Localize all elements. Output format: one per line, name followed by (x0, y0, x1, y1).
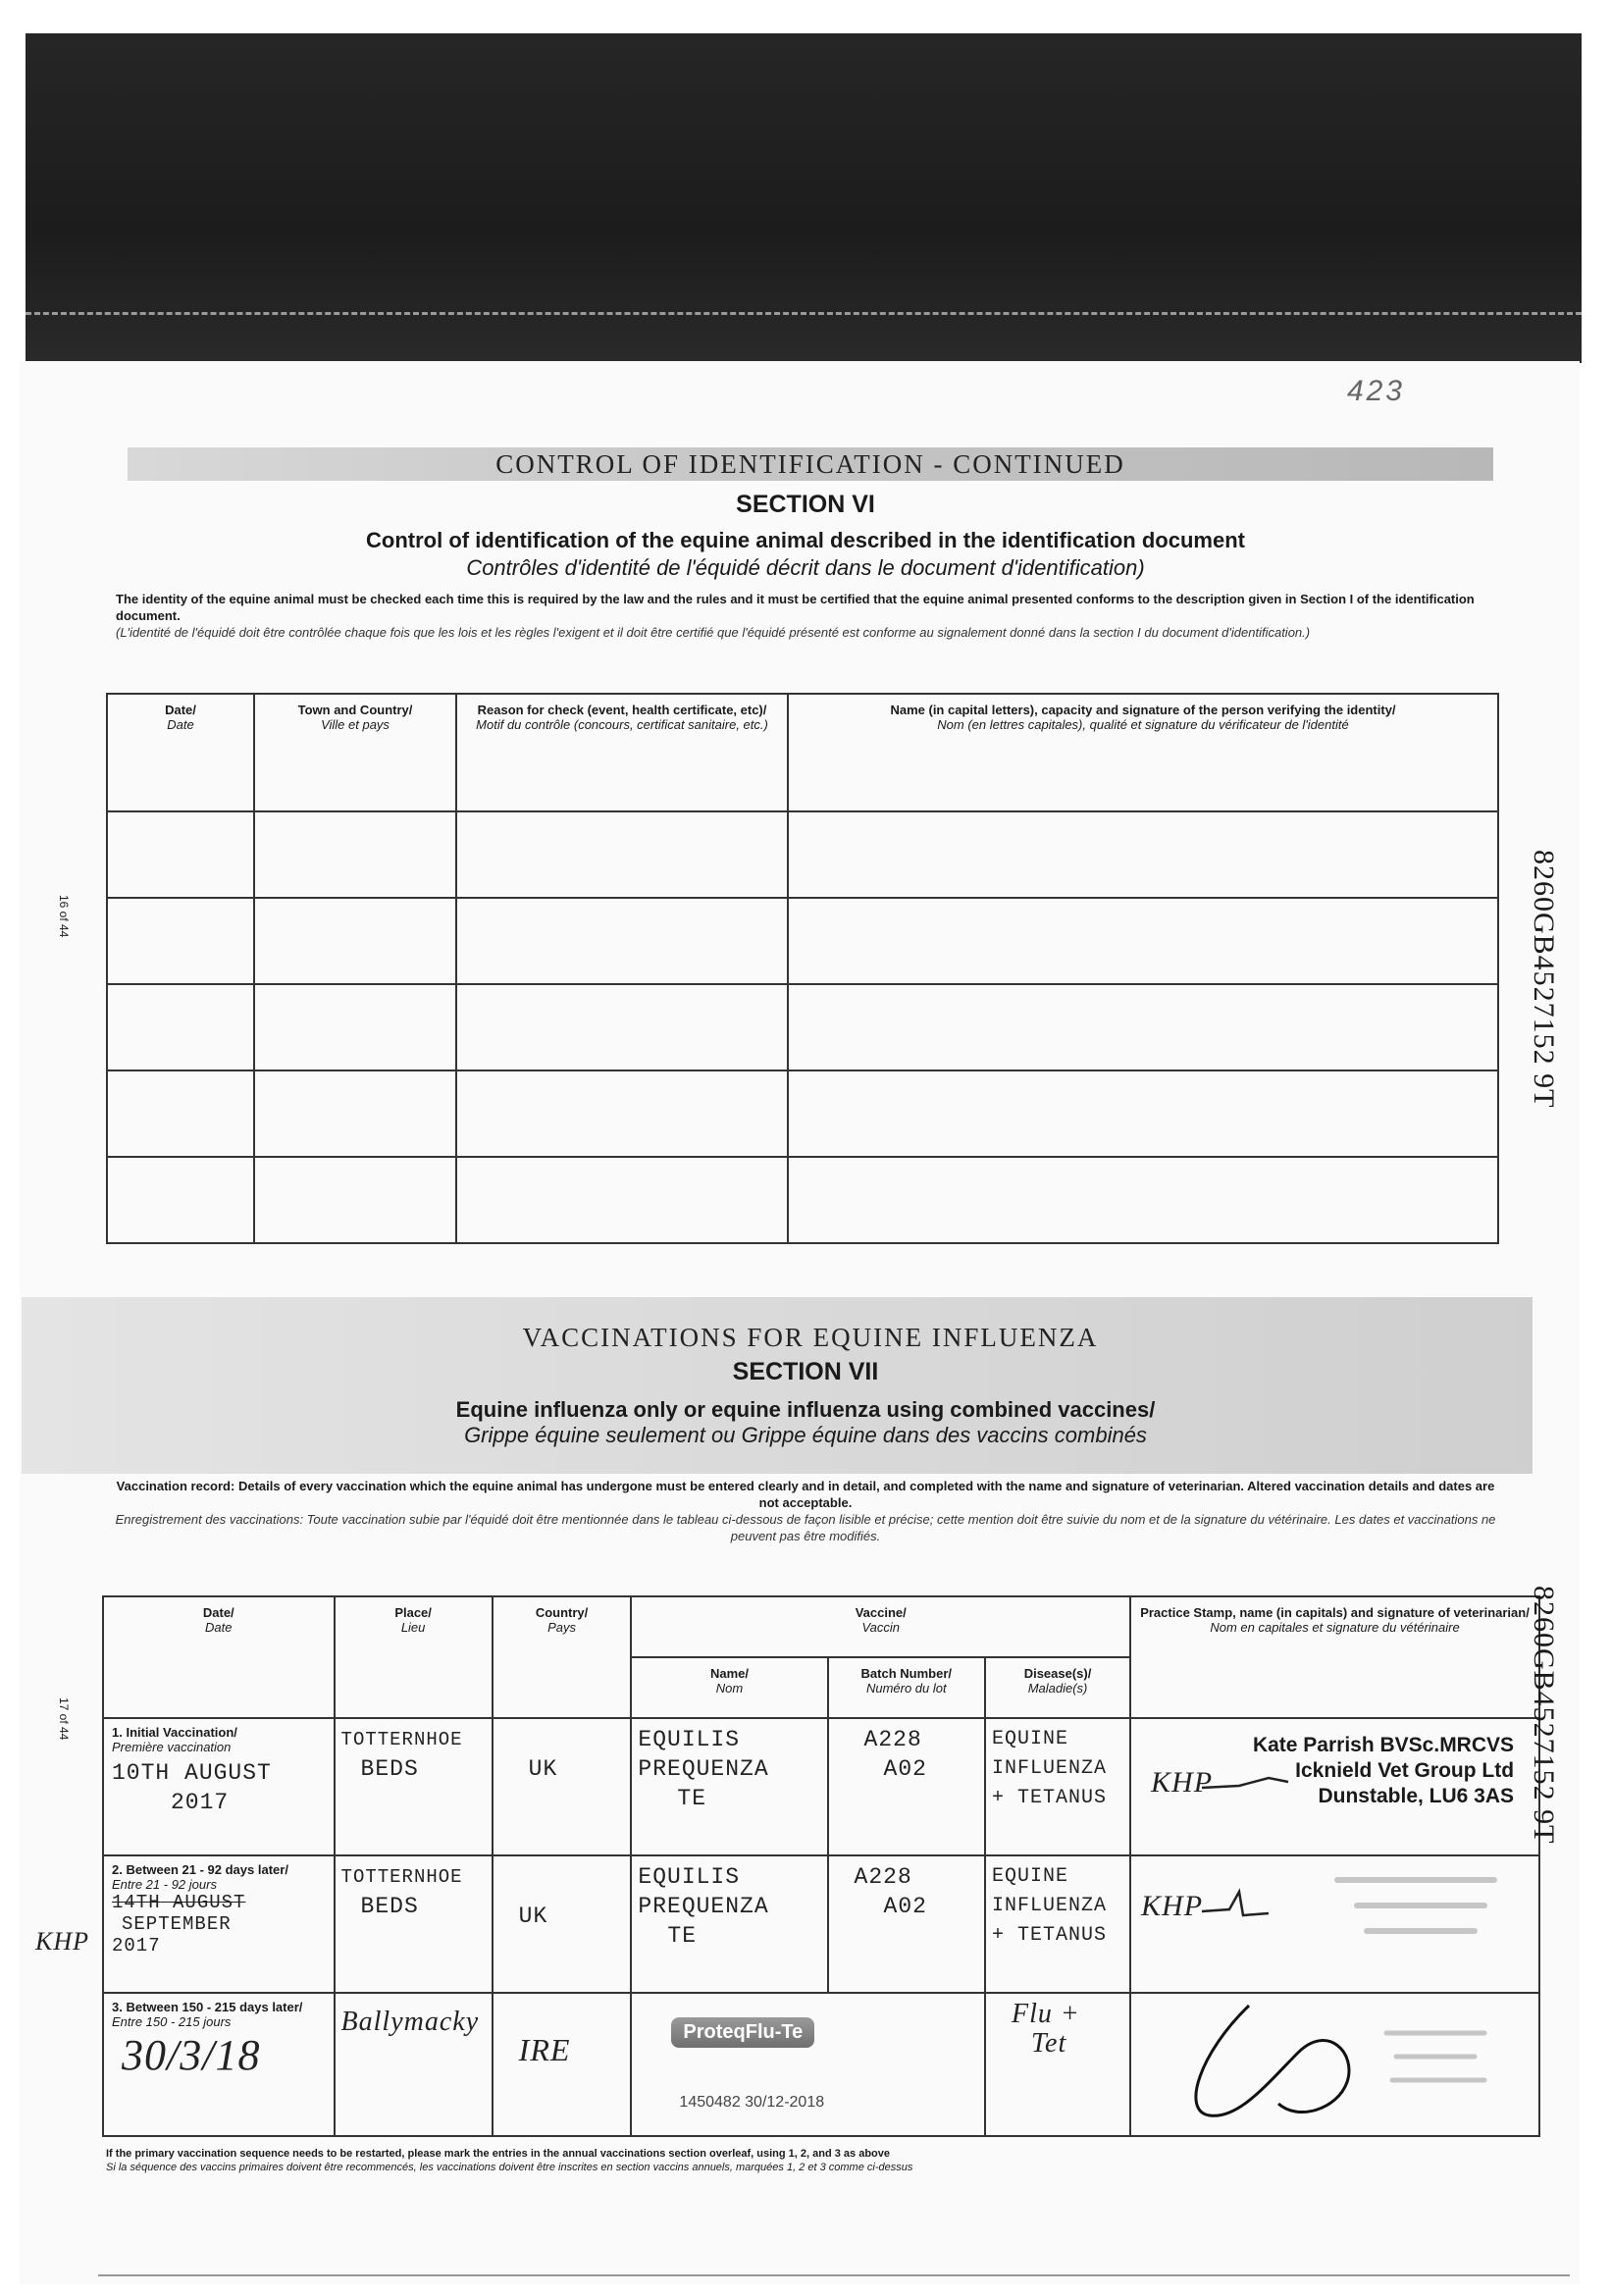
vaccine-batch-sticker: 1450482 30/12-2018 (679, 2094, 825, 2111)
row2-vet-cell (1130, 1855, 1539, 1993)
row1-date: 10TH AUGUST (112, 1760, 272, 1786)
table-row (103, 1855, 1539, 1993)
table-row (107, 1070, 1498, 1157)
col-town-header: Town and Country/ Ville et pays (254, 694, 456, 811)
row3-date: 30/3/18 (122, 2031, 261, 2079)
table-row (103, 1993, 1539, 2136)
passport-id-upper: 8260GB4527152 9T (1528, 850, 1560, 1109)
table-cell[interactable] (788, 984, 1498, 1070)
vaccine-sticker: ProteqFlu-Te (671, 2017, 814, 2048)
row1-disease-cell: EQUINE INFLUENZA + TETANUS (985, 1718, 1130, 1855)
section7-title-en: Equine influenza only or equine influenza using combined vaccines/ (455, 1397, 1156, 1422)
row2-disease-cell: EQUINE INFLUENZA + TETANUS (985, 1855, 1130, 1993)
section7-instructions (114, 1478, 1497, 1544)
table-cell[interactable] (254, 811, 456, 898)
table-cell[interactable] (254, 898, 456, 984)
table-cell[interactable] (456, 898, 788, 984)
vet-stamp: Kate Parrish BVSc.MRCVS Icknield Vet Group Ltd Dunstable, LU6 3AS (1252, 1734, 1515, 1807)
vaccination-table (102, 1595, 1540, 2137)
col-country-header: Country/ Pays (493, 1596, 632, 1718)
row2-country-cell: UK (493, 1855, 632, 1993)
margin-initials: KHP (35, 1927, 89, 1956)
row3-vet-cell (1130, 1993, 1539, 2136)
table-row (107, 898, 1498, 984)
identification-check-table (106, 693, 1499, 1244)
page-number: 423 (1346, 375, 1405, 407)
vet-initials: KHP (1151, 1766, 1214, 1799)
section7-footnote: If the primary vaccination sequence needs to be restarted, please mark the entries in the annual vaccinations section overleaf, using 1, 2, and 3 as above Si la séquence des vaccins primaires doivent être recommencés, les vaccinations doivent être inscrites en section vaccins annuels, marquées 1, 2 et 3 comme ci-dessus (106, 2148, 913, 2173)
section7-banner: VACCINATIONS FOR EQUINE INFLUENZA (522, 1322, 1099, 1352)
row1-date-cell: 1. Initial Vaccination/ Première vaccination 10TH AUGUST 2017 (103, 1718, 335, 1855)
col-disease-header: Disease(s)/ Maladie(s) (985, 1657, 1130, 1718)
vet-initials: KHP (1141, 1890, 1204, 1922)
table-header-row (107, 694, 1498, 811)
col-vaccine-header: Vaccine/ Vaccin (631, 1596, 1130, 1657)
row1-country-cell: UK (493, 1718, 632, 1855)
row2-date-struck: 14TH AUGUST (112, 1892, 246, 1913)
row3-country-cell: IRE (493, 1993, 632, 2136)
row3-place-cell: Ballymacky (335, 1993, 493, 2136)
table-cell[interactable] (788, 1070, 1498, 1157)
section6-title-fr: Contrôles d'identité de l'équidé décrit dans le document d'identification) (466, 555, 1145, 580)
table-cell[interactable] (788, 811, 1498, 898)
table-cell[interactable] (456, 1157, 788, 1243)
table-cell[interactable] (107, 984, 254, 1070)
section6-note-en: The identity of the equine animal must be checked each time this is required by the law and the rules and it must be certified that the equine animal presented conforms to the description given in Section I of the identification document. (116, 592, 1475, 623)
passport-id-lower: 8260GB4527152 9T (1528, 1586, 1560, 1845)
row1-vet-cell (1130, 1718, 1539, 1855)
vet-signature (1161, 1994, 1377, 2131)
row3-date-cell: 3. Between 150 - 215 days later/ Entre 150 - 215 jours 30/3/18 (103, 1993, 335, 2136)
page-17-label: 17 of 44 (57, 1697, 71, 1741)
table-cell[interactable] (456, 811, 788, 898)
table-cell[interactable] (456, 984, 788, 1070)
col-reason-header: Reason for check (event, health certificate, etc)/ Motif du contrôle (concours, certificat sanitaire, etc.) (456, 694, 788, 811)
row2-vaccine-cell: EQUILIS PREQUENZA TE (631, 1855, 827, 1993)
col-batch-header: Batch Number/ Numéro du lot (828, 1657, 986, 1718)
table-cell[interactable] (107, 1157, 254, 1243)
page-bottom-edge (98, 2274, 1570, 2276)
table-cell[interactable] (456, 1070, 788, 1157)
section7-title-fr: Grippe équine seulement ou Grippe équine dans des vaccins combinés (464, 1423, 1147, 1447)
faded-stamp (1327, 1866, 1504, 1964)
col-vet-header: Practice Stamp, name (in capitals) and signature of veterinarian/ Nom en capitales et signature du vétérinaire (1130, 1596, 1539, 1718)
table-cell[interactable] (254, 1070, 456, 1157)
col-date-header: Date/ Date (103, 1596, 335, 1718)
section6-heading: SECTION VI (736, 491, 875, 518)
table-cell[interactable] (107, 898, 254, 984)
table-cell[interactable] (254, 1157, 456, 1243)
signature-stroke (1200, 1886, 1278, 1935)
section7-note-label: Vaccination record: (116, 1479, 235, 1493)
page-16-label: 16 of 44 (57, 895, 71, 938)
table-row (107, 811, 1498, 898)
cover-stitching (26, 312, 1582, 315)
table-row (107, 984, 1498, 1070)
section6-instructions (116, 591, 1480, 641)
section6-note-fr: (L'identité de l'équidé doit être contrôlée chaque fois que les lois et les règles l'exigent et il doit être certifié que l'équidé présenté est conforme au signalement donné dans la section I du document d'identification.) (116, 625, 1311, 640)
row1-place-cell: TOTTERNHOE BEDS (335, 1718, 493, 1855)
col-place-header: Place/ Lieu (335, 1596, 493, 1718)
table-header-row (103, 1596, 1539, 1657)
row2-date-cell: 2. Between 21 - 92 days later/ Entre 21 - 92 jours 14TH AUGUST SEPTEMBER 2017 (103, 1855, 335, 1993)
table-row (107, 1157, 1498, 1243)
section7-note-en: Details of every vaccination which the equine animal has undergone must be entered clearly and in detail, and completed with the name and signature of veterinarian. Altered vaccination details and dates are not acceptable. (237, 1479, 1495, 1510)
table-cell[interactable] (254, 984, 456, 1070)
table-cell[interactable] (107, 811, 254, 898)
section7-note-fr: Enregistrement des vaccinations: Toute vaccination subie par l'équidé doit être mentionnée dans le tableau ci-dessous de façon lisible et précise; cette mention doit être suivie du nom et de la signature du vétérinaire. Les dates et vaccinations ne peuvent pas être modifiés. (115, 1512, 1496, 1543)
section6-title-en: Control of identification of the equine animal described in the identification document (366, 528, 1245, 552)
row1-batch-cell: A228 A02 (828, 1718, 986, 1855)
faded-stamp (1377, 2013, 1504, 2112)
section6-banner: CONTROL OF IDENTIFICATION - CONTINUED (128, 447, 1493, 481)
col-name-header: Name/ Nom (631, 1657, 827, 1718)
table-cell[interactable] (788, 898, 1498, 984)
table-cell[interactable] (788, 1157, 1498, 1243)
col-verifier-header: Name (in capital letters), capacity and signature of the person verifying the identity/ Nom (en lettres capitales), qualité et signature du vérificateur de l'identité (788, 694, 1498, 811)
row1-vaccine-cell: EQUILIS PREQUENZA TE (631, 1718, 827, 1855)
section7-heading: SECTION VII (732, 1358, 879, 1385)
row3-vaccine-cell (631, 1993, 985, 2136)
table-row (103, 1718, 1539, 1855)
row2-place-cell: TOTTERNHOE BEDS (335, 1855, 493, 1993)
table-cell[interactable] (107, 1070, 254, 1157)
row3-disease-cell: Flu + Tet (985, 1993, 1130, 2136)
row2-batch-cell: A228 A02 (828, 1855, 986, 1993)
col-date-header: Date/ Date (107, 694, 254, 811)
